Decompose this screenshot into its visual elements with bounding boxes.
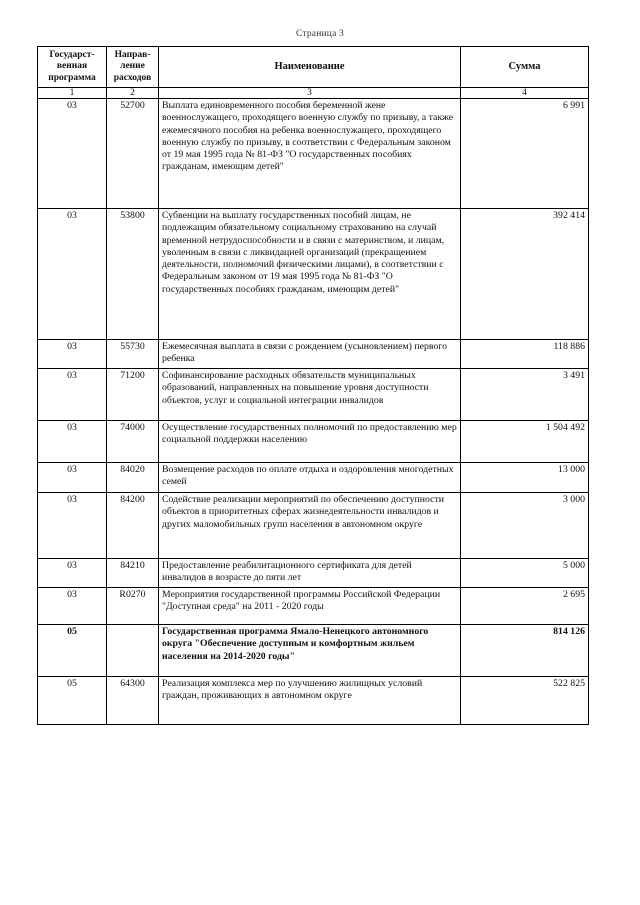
direction-cell: R0270 — [107, 588, 159, 625]
column-number: 3 — [159, 88, 461, 99]
name-cell: Ежемесячная выплата в связи с рождением (усыновлением) первого ребенка — [159, 340, 461, 369]
header-name: Наименование — [159, 47, 461, 88]
column-number-row — [38, 88, 589, 99]
direction-cell: 53800 — [107, 209, 159, 340]
name-cell: Государственная программа Ямало-Ненецкого автономного округа "Обеспечение доступным и комфортным жильем населения на 2014-2020 годы" — [159, 625, 461, 677]
program-cell: 03 — [38, 493, 107, 559]
table-row — [38, 677, 589, 725]
table-row — [38, 588, 589, 625]
sum-cell: 6 991 — [461, 99, 589, 209]
sum-cell: 2 695 — [461, 588, 589, 625]
direction-cell — [107, 625, 159, 677]
sum-cell: 118 886 — [461, 340, 589, 369]
header-row — [38, 47, 589, 88]
column-number: 4 — [461, 88, 589, 99]
budget-table — [37, 46, 589, 725]
direction-cell: 84200 — [107, 493, 159, 559]
name-cell: Реализация комплекса мер по улучшению жилищных условий граждан, проживающих в автономном округе — [159, 677, 461, 725]
sum-cell: 1 504 492 — [461, 421, 589, 463]
name-cell: Возмещение расходов по оплате отдыха и оздоровления многодетных семей — [159, 463, 461, 493]
header-direction: Направ-ление расходов — [107, 47, 159, 88]
program-cell: 03 — [38, 209, 107, 340]
column-number: 2 — [107, 88, 159, 99]
table-row — [38, 493, 589, 559]
direction-cell: 64300 — [107, 677, 159, 725]
name-cell: Выплата единовременного пособия беременной жене военнослужащего, проходящего военную службу по призыву, а также ежемесячного пособия на ребенка военнослужащего, проходящего военную службу по призыву, в соответствии с Федеральным законом от 19 мая 1995 года № 81-ФЗ "О государственных пособиях гражданам, имеющим детей" — [159, 99, 461, 209]
direction-cell: 84020 — [107, 463, 159, 493]
program-cell: 03 — [38, 588, 107, 625]
program-cell: 03 — [38, 463, 107, 493]
name-cell: Субвенции на выплату государственных пособий лицам, не подлежащим обязательному социальному страхованию на случай временной нетрудоспособности и в связи с материнством, и лицам, уволенным в связи с ликвидацией организаций (прекращением деятельности, полномочий физическими лицами), в соответствии с Федеральным законом от 19 мая 1995 года № 81-ФЗ "О государственных пособиях гражданам, имеющим детей" — [159, 209, 461, 340]
direction-cell: 52700 — [107, 99, 159, 209]
name-cell: Мероприятия государственной программы Российской Федерации "Доступная среда" на 2011 - 2020 годы — [159, 588, 461, 625]
header-sum: Сумма — [461, 47, 589, 88]
direction-cell: 71200 — [107, 369, 159, 421]
table-row — [38, 559, 589, 588]
direction-cell: 55730 — [107, 340, 159, 369]
table-row — [38, 463, 589, 493]
name-cell: Содействие реализации мероприятий по обеспечению доступности объектов в приоритетных сферах жизнедеятельности инвалидов и других маломобильных групп населения в автономном округе — [159, 493, 461, 559]
program-cell: 03 — [38, 421, 107, 463]
sum-cell: 392 414 — [461, 209, 589, 340]
sum-cell: 3 491 — [461, 369, 589, 421]
program-cell: 03 — [38, 369, 107, 421]
table-row — [38, 340, 589, 369]
column-number: 1 — [38, 88, 107, 99]
name-cell: Осуществление государственных полномочий по предоставлению мер социальной поддержки населению — [159, 421, 461, 463]
header-program: Государст-венная программа — [38, 47, 107, 88]
sum-cell: 814 126 — [461, 625, 589, 677]
program-cell: 05 — [38, 625, 107, 677]
program-cell: 03 — [38, 99, 107, 209]
direction-cell: 84210 — [107, 559, 159, 588]
sum-cell: 5 000 — [461, 559, 589, 588]
sum-cell: 522 825 — [461, 677, 589, 725]
page-header: Страница 3 — [295, 29, 345, 39]
name-cell: Предоставление реабилитационного сертификата для детей инвалидов в возрасте до пяти лет — [159, 559, 461, 588]
table-row — [38, 625, 589, 677]
direction-cell: 74000 — [107, 421, 159, 463]
sum-cell: 13 000 — [461, 463, 589, 493]
table-row — [38, 369, 589, 421]
program-cell: 03 — [38, 559, 107, 588]
table-row — [38, 209, 589, 340]
sum-cell: 3 000 — [461, 493, 589, 559]
name-cell: Софинансирование расходных обязательств муниципальных образований, направленных на повышение уровня доступности объектов, услуг и социальной интеграции инвалидов — [159, 369, 461, 421]
program-cell: 05 — [38, 677, 107, 725]
program-cell: 03 — [38, 340, 107, 369]
table-row — [38, 99, 589, 209]
table-row — [38, 421, 589, 463]
